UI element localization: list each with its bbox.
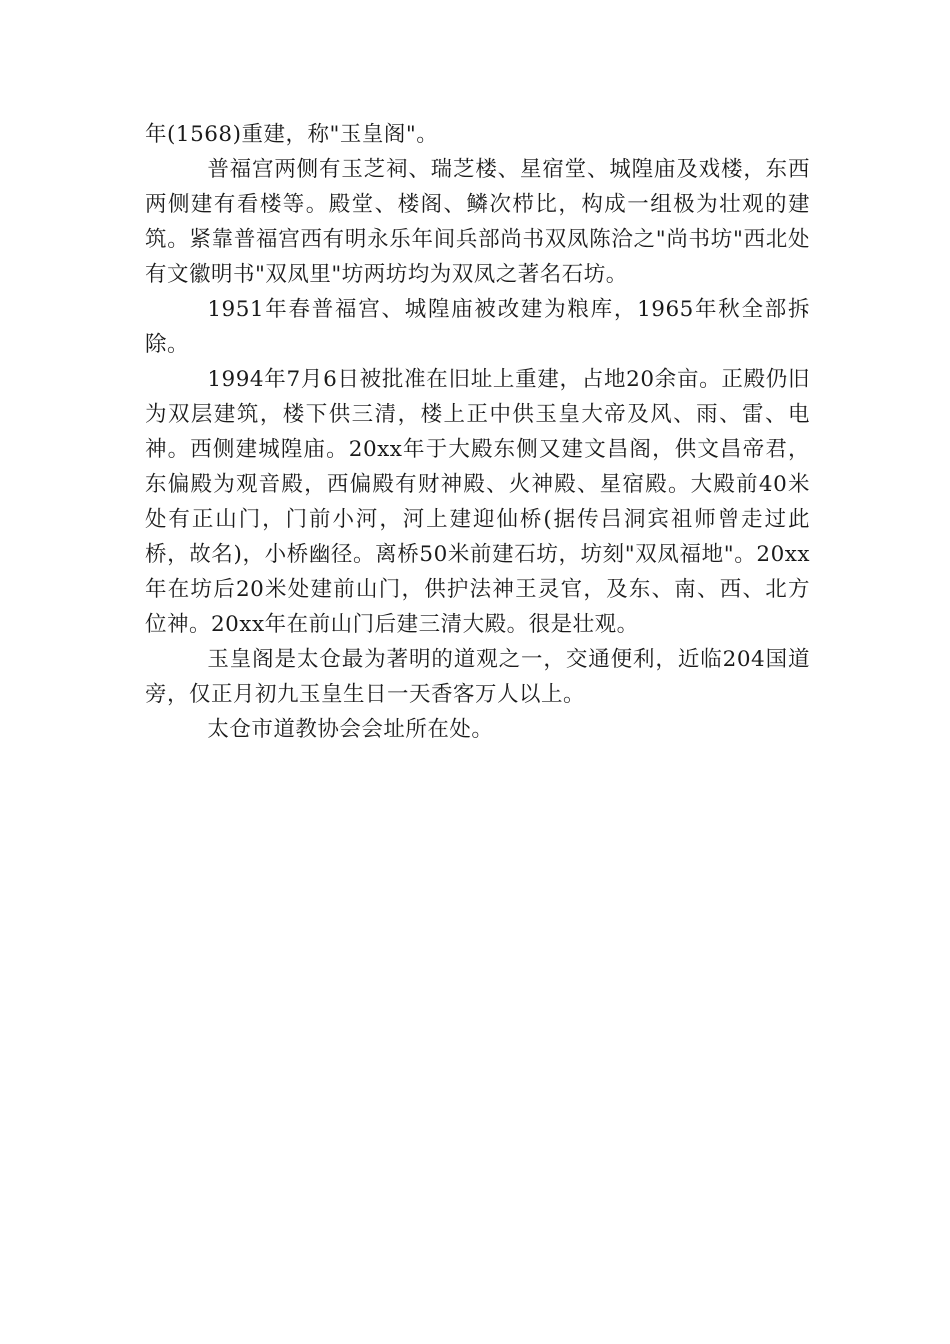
paragraph-2: 普福宫两侧有玉芝祠、瑞芝楼、星宿堂、城隍庙及戏楼，东西两侧建有看楼等。殿堂、楼阁、鳞次栉比，构成一组极为壮观的建筑。紧靠普福宫西有明永乐年间兵部尚书双凤陈洽之"尚书坊"西北处有文徽明书"双凤里"坊两坊均为双凤之著名石坊。 <box>145 157 810 287</box>
paragraph-4: 1994年7月6日被批准在旧址上重建，占地20余亩。正殿仍旧为双层建筑，楼下供三清，楼上正中供玉皇大帝及风、雨、雷、电神。西侧建城隍庙。20xx年于大殿东侧又建文昌阁，供文昌帝君，东偏殿为观音殿，西偏殿有财神殿、火神殿、星宿殿。大殿前40米处有正山门，门前小河，河上建迎仙桥(据传吕洞宾祖师曾走过此桥，故名)，小桥幽径。离桥50米前建石坊，坊刻"双凤福地"。20xx年在坊后20米处建前山门，供护法神王灵官，及东、南、西、北方位神。20xx年在前山门后建三清大殿。很是壮观。 <box>145 367 810 637</box>
paragraph-1: 年(1568)重建，称"玉皇阁"。 <box>145 122 439 147</box>
paragraph-6: 太仓市道教协会会址所在处。 <box>207 717 494 742</box>
paragraph-5: 玉皇阁是太仓最为著明的道观之一，交通便利，近临204国道旁，仅正月初九玉皇生日一天香客万人以上。 <box>145 647 810 707</box>
paragraph-3: 1951年春普福宫、城隍庙被改建为粮库，1965年秋全部拆除。 <box>145 297 810 357</box>
document-body <box>145 117 810 747</box>
